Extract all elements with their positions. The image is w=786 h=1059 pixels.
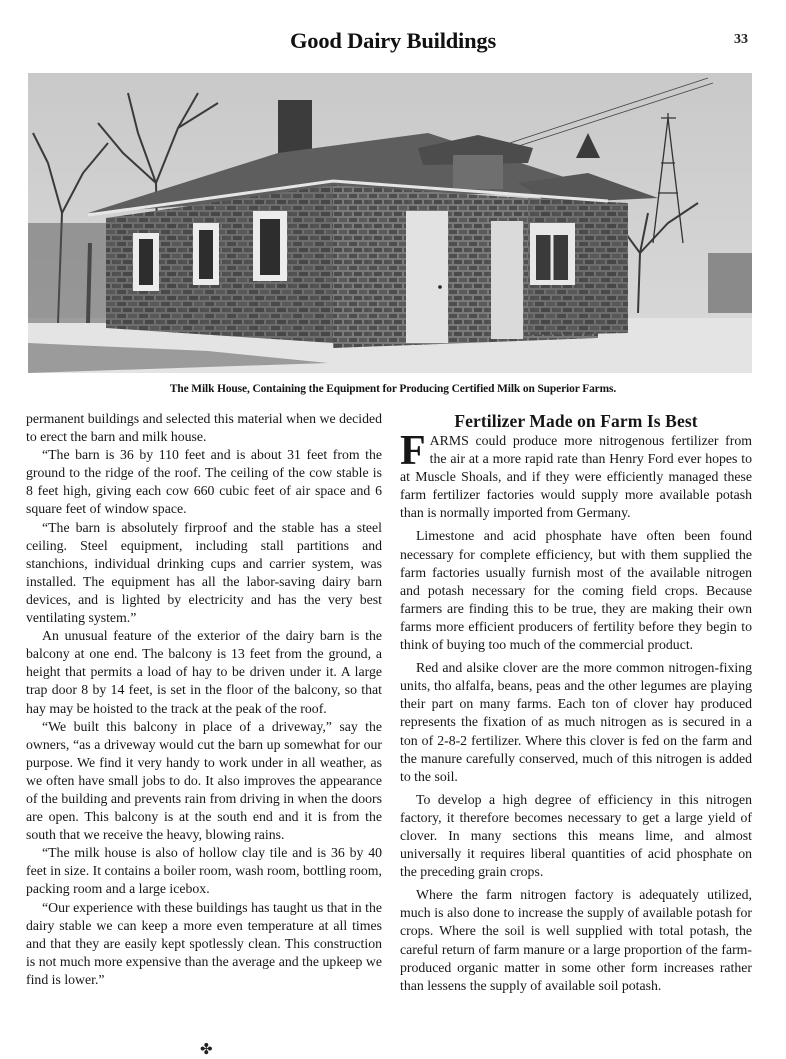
chimney (278, 100, 312, 155)
paragraph: Where the farm nitrogen factory is adequately utilized, much is also done to increase the supply of available potash for crops. Where the soil is well supplied with total potash, the careful return of farm manure or a large proportion of the farm-produced organic matter in some other form increases rather than lessens the supply of available soil potash. (400, 887, 752, 993)
door-left (406, 211, 448, 343)
lead-paragraph (400, 428, 752, 522)
running-title: Good Dairy Buildings (289, 28, 497, 53)
paragraph: To develop a high degree of efficiency in this nitrogen factory, it therefore becomes necessary to get a large yield of clover. In many sections this means lime, and almost universally it requires liberal quantities of acid phosphate on the preceding grain crops. (400, 791, 752, 880)
paragraph: Red and alsike clover are the more common nitrogen-fixing units, tho alfalfa, beans, peas and the other legumes are playing their part on many farms. Each ton of clover hay produced represents the fixation of as much nitrogen as is secured in a ton of 2-8-2 fertilizer. Where this clover is fed on the farm and the manure carefully conserved, much of this nitrogen is added to the soil. (400, 660, 752, 784)
distant-house (708, 253, 752, 313)
lead-paragraph-text: ARMS could produce more nitrogenous fertilizer from the air at a more rapid rate than Henry Ford ever hopes to at Muscle Shoals, and if they were efficiently managed these farm fertilizer factories would supply more available potash than is normally imported from Germany. (400, 433, 752, 521)
paragraph: “We built this balcony in place of a driveway,” say the owners, “as a driveway would cut the barn up somewhat for our purpose. We find it very handy to work under in all weather, as we often have small jobs to do. It also improves the appearance of the building and prevents rain from driving in when the doors are open. This balcony is at the south end and it is from the south that we receive the heavy, blowing rains. (26, 718, 382, 843)
page-number: 33 (734, 32, 748, 47)
paragraph: permanent buildings and selected this material when we decided to erect the barn and milk house. (26, 411, 382, 445)
article-headline: Fertilizer Made on Farm Is Best (454, 411, 698, 431)
left-column (26, 410, 382, 989)
drop-cap: F (400, 428, 426, 474)
paragraph: An unusual feature of the exterior of the dairy barn is the balcony at one end. The balcony is 13 feet from the ground, a height that permits a load of hay to be driven under it. A large trap door 8 by 14 feet, is set in the floor of the balcony, so that hay may be hoisted to the track at the peak of the roof. (26, 628, 382, 716)
paragraph: “The barn is 36 by 110 feet and is about 31 feet from the ground to the ridge of the roof. The ceiling of the cow stable is 8 feet high, giving each cow 660 cubic feet of air space and 6 square feet of window space. (26, 447, 382, 517)
photo-illustration (28, 73, 752, 373)
figure-caption: The Milk House, Containing the Equipment for Producing Certified Milk on Superior Farms. (169, 383, 617, 395)
milk-house-photo (28, 73, 752, 373)
paragraph: Limestone and acid phosphate have often been found necessary for complete efficiency, but with them supplied the farm factories usually furnish most of the available nitrogen and potash necessary for the coming field crops. Because farmers are finding this to be true, they are making their own farms more efficient producers of fertility before they begin to think of buying too much of the commercial product. (400, 528, 752, 653)
paragraph: “Our experience with these buildings has taught us that in the dairy stable we can keep a more even temperature at all times and that they are easily kept spotlessly clean. This construction is not much more expensive than the average and the upkeep we find is lower.” (26, 899, 382, 987)
door-right (491, 221, 523, 339)
dormer (453, 155, 503, 189)
paragraph: “The milk house is also of hollow clay tile and is 36 by 40 feet in size. It contains a boiler room, wash room, bottling room, packing room and a large icebox. (26, 845, 382, 897)
right-column (400, 410, 752, 995)
paragraph: “The barn is absolutely firproof and the stable has a steel ceiling. Steel equipment, including stall partitions and stanchions, individual drinking cups and carrier system, was installed. The equipment has all the labor-saving dairy barn devices, and is lighted by electricity and has the very best ventilating system.” (26, 519, 382, 626)
end-ornament-icon: ✤ (200, 1042, 213, 1058)
